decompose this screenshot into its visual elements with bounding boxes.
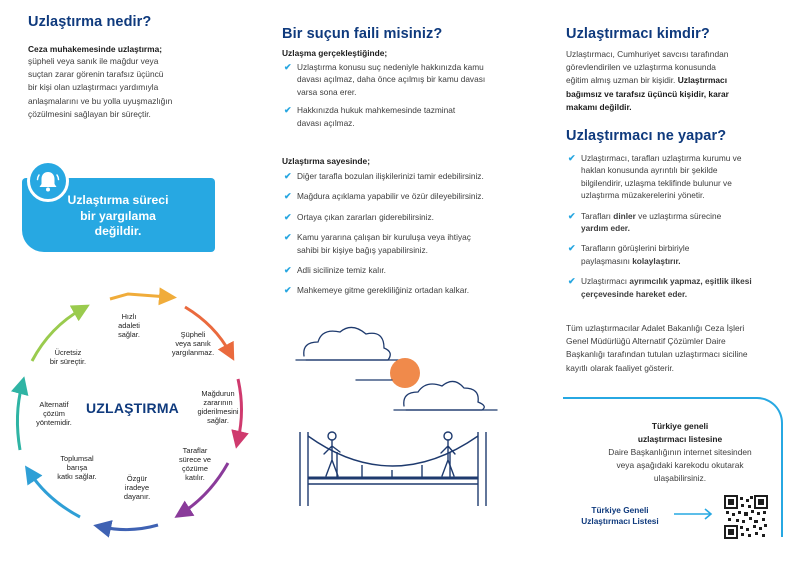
- list-line: davası açılmaz, daha önce açılmış bir kamu davası: [297, 74, 486, 85]
- who-text: eğitim almış uzman bir kişidir.: [566, 75, 678, 86]
- list-line: Uzlaştırma konusu suç nedeniyle hakkınızda kamu: [297, 62, 484, 72]
- subheading-when-agreed: Uzlaşma gerçekleştiğinde;: [282, 48, 388, 58]
- cycle-center-label: UZLAŞTIRMA: [86, 400, 179, 416]
- closing-paragraph: [566, 322, 776, 375]
- who-text: Uzlaştırmacı, Cumhuriyet savcısı tarafından: [566, 49, 729, 59]
- check-icon: ✔: [568, 210, 576, 221]
- list-mediator-does: [568, 152, 778, 300]
- bridge-illustration: [292, 320, 542, 510]
- cycle-step-line: bir süreçtir.: [49, 357, 87, 366]
- who-line: [566, 101, 776, 114]
- list-line: [581, 222, 778, 234]
- list-item: [284, 190, 534, 202]
- list-when-agreed: [284, 61, 534, 129]
- list-line: [581, 275, 778, 287]
- check-icon: ✔: [284, 191, 292, 202]
- who-line: [566, 74, 776, 87]
- list-bold: ayrımcılık yapmaz, eşitlik ilkesi: [629, 276, 752, 287]
- intro-line: şüpheli veya sanık ile mağdur veya: [28, 56, 159, 66]
- intro-line: çözülmesini sağlayan bir süreçtir.: [28, 108, 151, 119]
- cycle-step: [170, 446, 220, 482]
- callout-line: Uzlaştırma süreci: [67, 193, 169, 207]
- cycle-arrow: [17, 385, 22, 450]
- list-line: Diğer tarafla bozulan ilişkilerinizi tamir edebilirsiniz.: [297, 171, 484, 181]
- cycle-step: [160, 330, 226, 357]
- list-line: Adli sicilinize temiz kalır.: [297, 265, 386, 276]
- cycle-step-line: katılır.: [185, 473, 205, 482]
- cycle-step-line: Alternatif: [39, 400, 69, 409]
- arrow-right-icon[interactable]: [672, 508, 716, 520]
- cycle-step-line: yöntemidir.: [36, 418, 72, 427]
- cycle-step: [28, 400, 80, 427]
- register-desc-line: ulaşabilirsiniz.: [653, 473, 707, 483]
- sun-icon: [390, 358, 420, 388]
- who-line: [566, 88, 776, 101]
- list-item: [284, 231, 534, 256]
- cycle-step-line: barışa: [66, 463, 88, 472]
- cycle-step-line: Taraflar: [182, 446, 208, 455]
- heading-what-mediator-does: Uzlaştırmacı ne yapar?: [566, 128, 727, 144]
- check-icon: ✔: [284, 171, 292, 181]
- list-item: [284, 211, 534, 223]
- list-line: Mahkemeye gitme gerekliliğiniz ortadan kalkar.: [297, 285, 470, 296]
- list-line: Ortaya çıkan zararları giderebilirsiniz.: [297, 211, 434, 222]
- list-item: [284, 264, 534, 276]
- list-line: uzlaştırma müzakerelerini yönetir.: [581, 190, 705, 201]
- list-item: [284, 61, 534, 98]
- closing-line: Tüm uzlaştırmacılar Adalet Bakanlığı Ceza İşleri: [566, 323, 745, 333]
- intro-line: anlaşmalarını ve bu yolla uyuşmazlığın: [28, 95, 173, 106]
- who-bold: makamı değildir.: [566, 101, 632, 112]
- callout-line: değildir.: [94, 224, 142, 238]
- who-bold: bağımsız ve tarafsız üçüncü kişidir, karar: [566, 88, 729, 99]
- list-item: [284, 284, 534, 296]
- list-text: Uzlaştırmacı: [581, 276, 630, 287]
- list-item: [284, 170, 534, 182]
- list-line: Kamu yararına çalışan bir kuruluşa veya ihtiyaç: [297, 232, 471, 243]
- register-title: [582, 420, 778, 446]
- cycle-step-line: Özgür: [126, 474, 148, 483]
- cycle-step: [112, 474, 162, 501]
- callout-text: [36, 193, 200, 240]
- cycle-arrow: [110, 294, 168, 299]
- register-desc-line: Daire Başkanlığının internet sitesinden: [608, 447, 752, 457]
- list-bold: dinler: [613, 210, 636, 221]
- who-bold: Uzlaştırmacı: [677, 75, 728, 86]
- cycle-step: [104, 312, 154, 339]
- intro-bold: Ceza muhakemesinde uzlaştırma;: [28, 44, 163, 54]
- intro-line: suçtan zarar görenin tarafsız üçüncü: [28, 69, 164, 80]
- register-link[interactable]: [570, 505, 670, 527]
- list-text: ve uzlaştırma sürecine: [635, 210, 722, 221]
- list-item: [568, 242, 778, 267]
- cycle-step-line: Toplumsal: [60, 454, 94, 463]
- heading-who-is-mediator: Uzlaştırmacı kimdir?: [566, 26, 710, 42]
- cycle-step-line: sürece ve: [178, 455, 212, 464]
- register-title-line: uzlaştırmacı listesine: [637, 434, 723, 444]
- subheading-thanks-to: Uzlaştırma sayesinde;: [282, 156, 370, 166]
- list-line: Hakkınızda hukuk mahkemesinde tazminat: [297, 105, 456, 116]
- register-title-line: Türkiye geneli: [651, 421, 709, 431]
- qr-code-icon[interactable]: [724, 495, 768, 539]
- cycle-step: [42, 348, 94, 366]
- list-item: [568, 152, 778, 202]
- callout-line: bir yargılama: [80, 208, 156, 223]
- register-link-line[interactable]: Türkiye Geneli: [591, 505, 649, 515]
- list-text: Tarafların görüşlerini birbiriyle: [581, 243, 690, 254]
- check-icon: ✔: [568, 153, 576, 163]
- list-line: davası açılmaz.: [297, 117, 355, 128]
- list-item: [284, 104, 534, 129]
- list-line: [581, 255, 778, 267]
- check-icon: ✔: [284, 285, 292, 296]
- heading-what-is-mediation: Uzlaştırma nedir?: [28, 14, 152, 30]
- cycle-step-line: zararının: [203, 398, 233, 407]
- cycle-step-line: Ücretsiz: [54, 348, 82, 357]
- list-line: haklan konusunda ayrıntılı bir şekilde: [581, 165, 718, 176]
- list-text: Tarafları: [581, 210, 614, 221]
- heading-are-you-offender: Bir suçun faili misiniz?: [282, 26, 443, 42]
- check-icon: ✔: [284, 62, 292, 72]
- check-icon: ✔: [284, 211, 292, 222]
- cycle-step-line: dayanır.: [123, 492, 151, 501]
- check-icon: ✔: [568, 243, 576, 254]
- cycle-step-line: Mağdurun: [201, 389, 235, 398]
- list-thanks-to: [284, 170, 534, 297]
- list-line: [581, 210, 778, 222]
- cycle-step-line: çözüm: [43, 409, 65, 418]
- cycle-arrow: [102, 525, 158, 530]
- list-line: Mağdura açıklama yapabilir ve özür dileyebilirsiniz.: [297, 191, 484, 202]
- register-description: [580, 446, 780, 485]
- intro-paragraph: [28, 55, 258, 121]
- list-bold: çerçevesinde hareket eder.: [581, 288, 688, 299]
- intro-line: bir kişi olan uzlaştırmacı yardımıyla: [28, 82, 159, 93]
- list-text: paylaşmasını: [581, 255, 633, 266]
- who-line: [566, 48, 776, 61]
- cloud-icon: [296, 327, 402, 360]
- list-line: [581, 288, 778, 300]
- cycle-step-line: katkı sağlar.: [57, 472, 97, 481]
- cycle-step-line: Hızlı: [121, 312, 137, 321]
- cycle-step: [188, 389, 248, 425]
- list-bold: kolaylaştırır.: [632, 255, 681, 266]
- list-item: [568, 210, 778, 235]
- list-line: [581, 242, 778, 254]
- list-item: [568, 275, 778, 300]
- register-desc-line: veya aşağıdaki karekodu okutarak: [616, 460, 744, 470]
- check-icon: ✔: [568, 276, 576, 287]
- who-paragraph: [566, 48, 776, 114]
- cycle-step-line: çözüme: [182, 464, 208, 473]
- cycle-step-line: sağlar.: [118, 330, 140, 339]
- register-link-line[interactable]: Uzlaştırmacı Listesi: [581, 516, 659, 526]
- closing-line: Genel Müdürlüğü Alternatif Çözümler Daire: [566, 336, 726, 347]
- cycle-step-line: adaleti: [118, 321, 140, 330]
- list-line: bilgilendirir, uzlaşma teklifinde bulunur ve: [581, 177, 732, 188]
- check-icon: ✔: [284, 265, 292, 276]
- who-line: [566, 61, 776, 74]
- cycle-step: [48, 454, 106, 481]
- cycle-step-line: yargılanmaz.: [171, 348, 215, 357]
- list-line: Uzlaştırmacı, tarafları uzlaştırma kurumu ve: [581, 153, 742, 163]
- cycle-step-line: Şüpheli: [180, 330, 206, 339]
- person-icon: [441, 432, 455, 476]
- list-line: varsa sona erer.: [297, 86, 357, 97]
- cycle-step-line: giderilmesini: [197, 407, 239, 416]
- check-icon: ✔: [284, 105, 292, 116]
- cycle-step-line: sağlar.: [207, 416, 229, 425]
- closing-line: kayıtlı olarak faaliyet gösterir.: [566, 362, 674, 373]
- closing-line: Başkanlığı tarafından tutulan uzlaştırmacı siciline: [566, 349, 748, 360]
- list-line: sahibi bir kişiye bağış yapabilirsiniz.: [297, 244, 428, 255]
- cycle-step-line: iradeye: [124, 483, 150, 492]
- list-bold: yardım eder.: [581, 223, 630, 234]
- cycle-step-line: veya sanık: [175, 339, 211, 348]
- who-text: görevlendirilen ve uzlaştırma konusunda: [566, 62, 716, 73]
- check-icon: ✔: [284, 232, 292, 243]
